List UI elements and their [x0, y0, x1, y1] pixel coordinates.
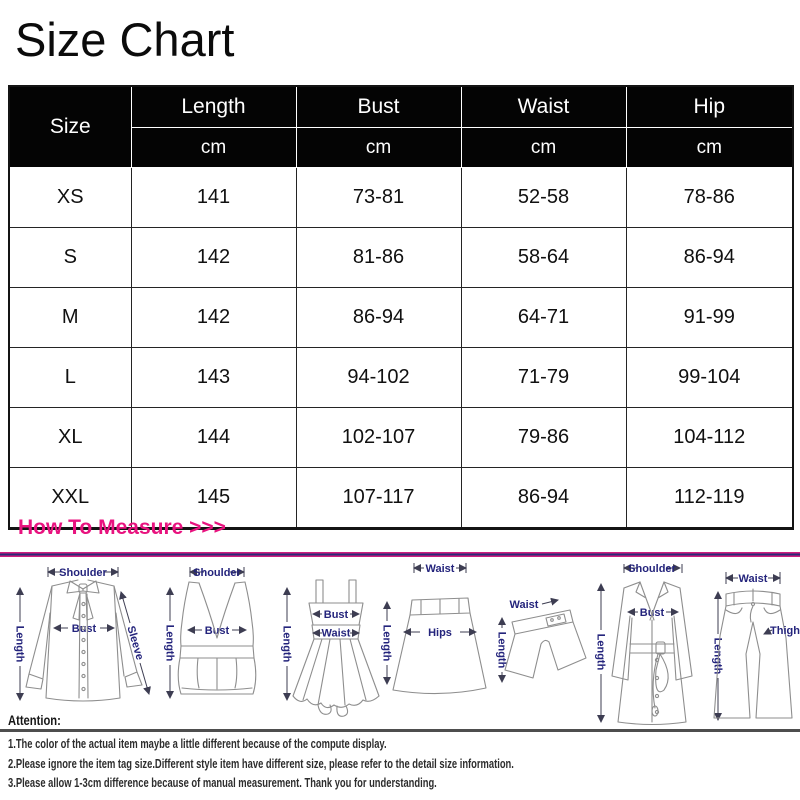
- header-cell-hip: Hip: [626, 86, 793, 128]
- value-cell: 104-112: [626, 408, 793, 468]
- shorts-waist-label: Waist: [509, 599, 539, 611]
- value-cell: 58-64: [461, 228, 626, 288]
- value-cell: 52-58: [461, 168, 626, 228]
- skirt-waist-label: Waist: [425, 563, 455, 575]
- value-cell: 94-102: [296, 348, 461, 408]
- coat-bust-label: Bust: [639, 607, 665, 619]
- value-cell: 107-117: [296, 468, 461, 529]
- header-cell-length: Length: [131, 86, 296, 128]
- table-row: [9, 348, 793, 408]
- value-cell: 73-81: [296, 168, 461, 228]
- attention-divider: [0, 729, 800, 732]
- header-cell-size: Size: [9, 86, 131, 168]
- blouse-bust-label: Bust: [71, 623, 97, 635]
- page-title: Size Chart: [15, 13, 235, 66]
- skirt-length-label: Length: [380, 624, 393, 662]
- value-cell: 78-86: [626, 168, 793, 228]
- pants-thigh-label: Thigh: [770, 625, 800, 637]
- attention-heading: Attention:: [8, 712, 61, 728]
- dress-bust-label: Bust: [323, 609, 349, 621]
- dress-diagram: [281, 580, 380, 716]
- blouse-sleeve-label: Sleeve: [124, 624, 146, 662]
- value-cell: 141: [131, 168, 296, 228]
- table-row: [9, 408, 793, 468]
- shorts-length-label: Length: [495, 631, 508, 669]
- pink-divider: [0, 552, 800, 557]
- header-cell-waist: Waist: [461, 86, 626, 128]
- size-cell: L: [9, 348, 131, 408]
- table-row: [9, 168, 793, 228]
- value-cell: 102-107: [296, 408, 461, 468]
- value-cell: 99-104: [626, 348, 793, 408]
- size-table: [8, 85, 794, 530]
- blouse-length-label: Length: [13, 625, 26, 663]
- pants-waist-label: Waist: [738, 573, 768, 585]
- dress-length-label: Length: [280, 625, 293, 663]
- how-to-measure-heading: How To Measure >>>: [18, 516, 226, 539]
- table-row: [9, 228, 793, 288]
- size-cell: S: [9, 228, 131, 288]
- coat-length-label: Length: [594, 633, 607, 671]
- value-cell: 81-86: [296, 228, 461, 288]
- size-cell: M: [9, 288, 131, 348]
- attention-note-1: 1.The color of the actual item maybe a little different because of the compute display.: [8, 737, 387, 751]
- unit-cell: cm: [296, 128, 461, 168]
- skirt-diagram: [381, 563, 487, 694]
- attention-notes: [8, 735, 596, 794]
- blouse-diagram: [14, 567, 150, 701]
- pants-diagram: [712, 572, 800, 720]
- vest-diagram: [164, 567, 256, 698]
- value-cell: 86-94: [296, 288, 461, 348]
- size-cell: XXL: [9, 468, 131, 529]
- pants-length-label: Length: [711, 637, 724, 675]
- vest-length-label: Length: [163, 624, 176, 662]
- blouse-shoulder-label: Shoulder: [59, 567, 107, 579]
- value-cell: 145: [131, 468, 296, 529]
- dress-waist-label: Waist: [321, 627, 351, 640]
- vest-bust-label: Bust: [204, 625, 230, 637]
- measurement-diagrams: [0, 558, 800, 730]
- value-cell: 91-99: [626, 288, 793, 348]
- coat-diagram: [595, 563, 693, 725]
- value-cell: 143: [131, 348, 296, 408]
- value-cell: 86-94: [461, 468, 626, 529]
- value-cell: 79-86: [461, 408, 626, 468]
- value-cell: 144: [131, 408, 296, 468]
- value-cell: 142: [131, 288, 296, 348]
- size-cell: XS: [9, 168, 131, 228]
- unit-cell: cm: [626, 128, 793, 168]
- value-cell: 142: [131, 228, 296, 288]
- value-cell: 86-94: [626, 228, 793, 288]
- value-cell: 112-119: [626, 468, 793, 529]
- value-cell: 71-79: [461, 348, 626, 408]
- vest-shoulder-label: Shoulder: [193, 567, 241, 579]
- skirt-hips-label: Hips: [428, 627, 452, 639]
- shorts-diagram: [496, 599, 587, 682]
- value-cell: 64-71: [461, 288, 626, 348]
- unit-cell: cm: [461, 128, 626, 168]
- attention-note-2: 2.Please ignore the item tag size.Different style item have different size, please refer to the detail size information.: [8, 756, 514, 771]
- table-row: [9, 288, 793, 348]
- coat-shoulder-label: Shoulder: [628, 563, 676, 575]
- size-cell: XL: [9, 408, 131, 468]
- header-cell-bust: Bust: [296, 86, 461, 128]
- unit-cell: cm: [131, 128, 296, 168]
- attention-note-3: 3.Please allow 1-3cm difference because of manual measurement. Thank you for understanding.: [8, 776, 437, 790]
